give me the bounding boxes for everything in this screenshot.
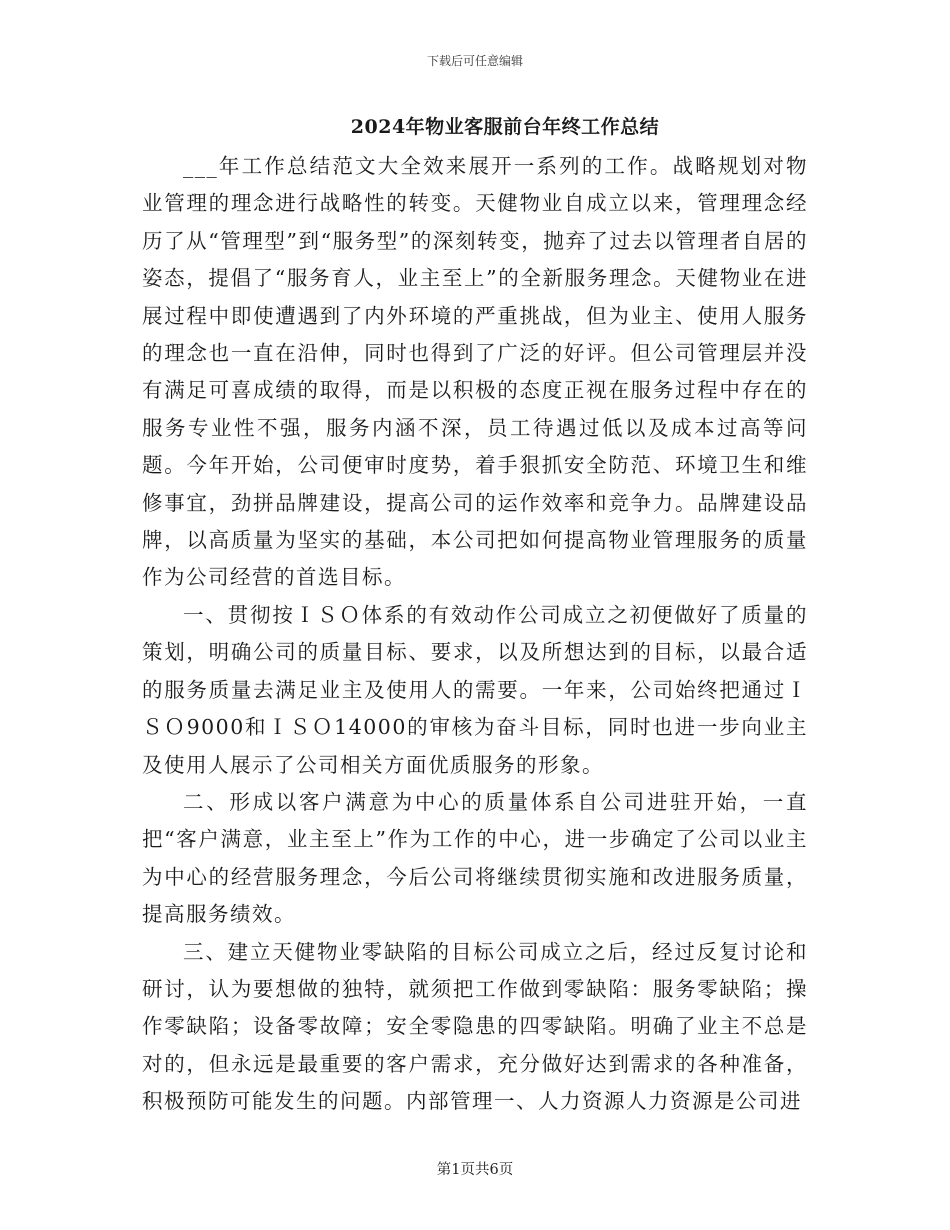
paragraph-intro: ___年工作总结范文大全效来展开一系列的工作。战略规划对物业管理的理念进行战略性的转变。天健物业自成立以来，管理理念经历了从“管理型”到“服务型”的深刻转变，抛弃了过去以管理者自居的姿态，提倡了“服务育人，业主至上”的全新服务理念。天健物业在进展过程中即使遭遇到了内外环境的严重挑战，但为业主、使用人服务的理念也一直在沿伸，同时也得到了广泛的好评。但公司管理层并没有满足可喜成绩的取得，而是以积极的态度正视在服务过程中存在的服务专业性不强，服务内涵不深，员工待遇过低以及成本过高等问题。今年开始，公司便审时度势，着手狠抓安全防范、环境卫生和维修事宜，劲拼品牌建设，提高公司的运作效率和竞争力。品牌建设品牌，以高质量为坚实的基础，本公司把如何提高物业管理服务的质量作为公司经营的首选目标。 — [142, 154, 808, 590]
document-body — [142, 148, 808, 1121]
page-number-footer: 第1页共6页 — [436, 1162, 514, 1178]
paragraph-section-2: 二、形成以客户满意为中心的质量体系自公司进驻开始，一直把“客户满意，业主至上”作为工作的中心，进一步确定了公司以业主为中心的经营服务理念，今后公司将继续贯彻实施和改进服务质量，提高服务绩效。 — [142, 789, 808, 927]
paragraph-section-1: 一、贯彻按ＩＳＯ体系的有效动作公司成立之初便做好了质量的策划，明确公司的质量目标、要求，以及所想达到的目标，以最合适的服务质量去满足业主及使用人的需要。一年来，公司始终把通过ＩＳＯ9000和ＩＳＯ14000的审核为奋斗目标，同时也进一步向业主及使用人展示了公司相关方面优质服务的形象。 — [142, 602, 808, 777]
paragraph-section-3: 三、建立天健物业零缺陷的目标公司成立之后，经过反复讨论和研讨，认为要想做的独特，就须把工作做到零缺陷：服务零缺陷；操作零缺陷；设备零故障；安全零隐患的四零缺陷。明确了业主不总是对的，但永远是最重要的客户需求，充分做好达到需求的各种准备，积极预防可能发生的问题。内部管理一、人力资源人力资源是公司进 — [142, 939, 808, 1114]
page-header-note: 下载后可任意编辑 — [426, 54, 523, 68]
document-title: 2024年物业客服前台年终工作总结 — [350, 116, 660, 138]
